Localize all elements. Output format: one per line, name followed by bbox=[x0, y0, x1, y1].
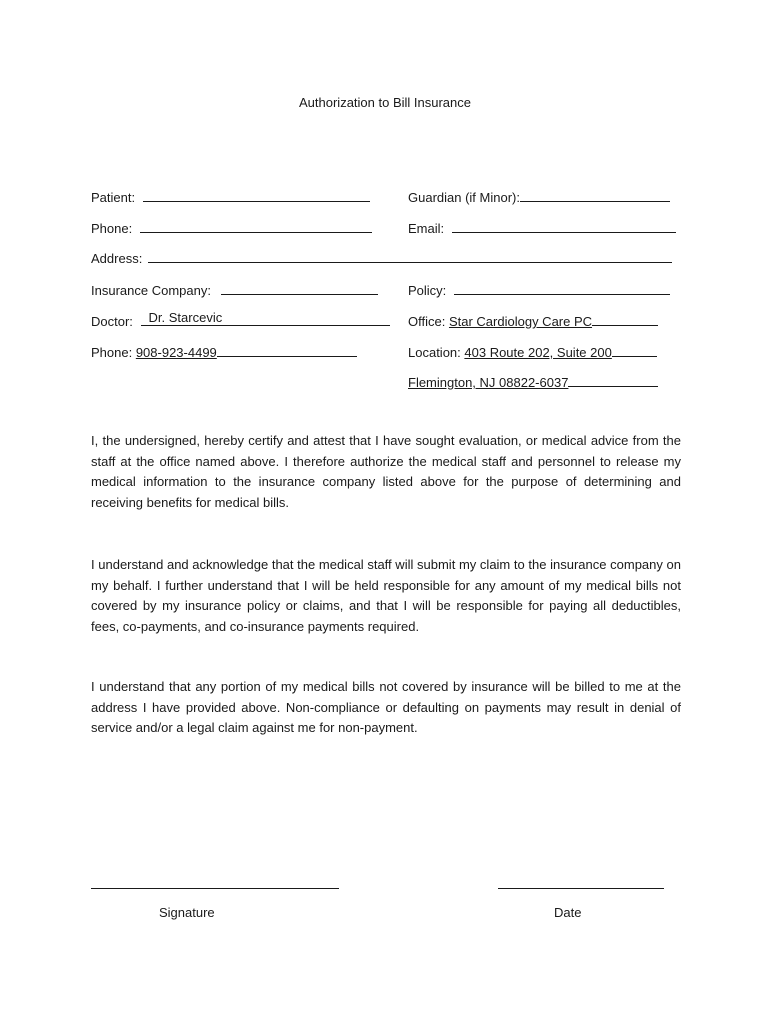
doctor-label: Doctor: bbox=[91, 314, 133, 329]
policy-label: Policy: bbox=[408, 283, 447, 298]
office-phone-field bbox=[91, 343, 357, 361]
office-tail-line bbox=[592, 312, 658, 326]
insurance-company-label: Insurance Company: bbox=[91, 283, 211, 298]
guardian-label: Guardian (if Minor): bbox=[408, 190, 520, 205]
guardian-field bbox=[408, 188, 670, 206]
date-label: Date bbox=[554, 905, 582, 920]
doctor-field bbox=[91, 312, 390, 330]
doctor-value-line[interactable] bbox=[141, 312, 390, 326]
office-field bbox=[408, 312, 658, 330]
paragraph-acknowledgement: I understand and acknowledge that the medical staff will submit my claim to the insurance company on my behalf. I further understand that I will be held responsible for any amount of my medical bills not covered by my insurance policy or claims, and that I will be responsible for paying all deductibles, fees, co-payments, and co-insurance payments required. bbox=[91, 557, 681, 635]
address-field bbox=[91, 249, 672, 267]
phone-blank[interactable] bbox=[140, 219, 372, 233]
email-field bbox=[408, 219, 676, 237]
office-value: Star Cardiology Care PC bbox=[448, 314, 593, 329]
office-label: Office: bbox=[408, 314, 446, 329]
policy-field bbox=[408, 281, 670, 299]
phone-field bbox=[91, 219, 372, 237]
doctor-value: Dr. Starcevic bbox=[148, 310, 223, 325]
paragraph-authorization: I, the undersigned, hereby certify and attest that I have sought evaluation, or medical advice from the staff at the office named above. I therefore authorize the medical staff and personnel to release my medical information to the insurance company listed above for the purpose of determining and receiving benefits for medical bills. bbox=[91, 433, 681, 511]
location-value-2: Flemington, NJ 08822-6037 bbox=[408, 375, 569, 390]
location-value: 403 Route 202, Suite 200 bbox=[464, 345, 612, 360]
location-line-2 bbox=[408, 373, 658, 391]
office-phone-tail-line bbox=[217, 343, 357, 357]
paragraph-billing: I understand that any portion of my medical bills not covered by insurance will be billed to me at the address I have provided above. Non-compliance or defaulting on payments may result in denial of service and/or a legal claim against me for non-payment. bbox=[91, 679, 681, 736]
signature-line[interactable] bbox=[91, 888, 339, 889]
insurance-company-blank[interactable] bbox=[221, 281, 378, 295]
email-label: Email: bbox=[408, 221, 445, 236]
policy-blank[interactable] bbox=[454, 281, 670, 295]
location-tail-line bbox=[612, 343, 657, 357]
location-field bbox=[408, 343, 657, 361]
patient-label: Patient: bbox=[91, 190, 136, 205]
location-2-tail-line bbox=[568, 373, 658, 387]
patient-field bbox=[91, 188, 370, 206]
address-label: Address: bbox=[91, 251, 143, 266]
office-phone-label: Phone: bbox=[91, 345, 133, 360]
document-title: Authorization to Bill Insurance bbox=[299, 95, 471, 110]
patient-blank[interactable] bbox=[143, 188, 370, 202]
date-line[interactable] bbox=[498, 888, 664, 889]
address-blank[interactable] bbox=[148, 249, 672, 263]
email-blank[interactable] bbox=[452, 219, 676, 233]
location-label: Location: bbox=[408, 345, 461, 360]
office-phone-value: 908-923-4499 bbox=[135, 345, 217, 360]
insurance-company-field bbox=[91, 281, 378, 299]
signature-label: Signature bbox=[159, 905, 215, 920]
phone-label: Phone: bbox=[91, 221, 133, 236]
guardian-blank[interactable] bbox=[520, 188, 670, 202]
